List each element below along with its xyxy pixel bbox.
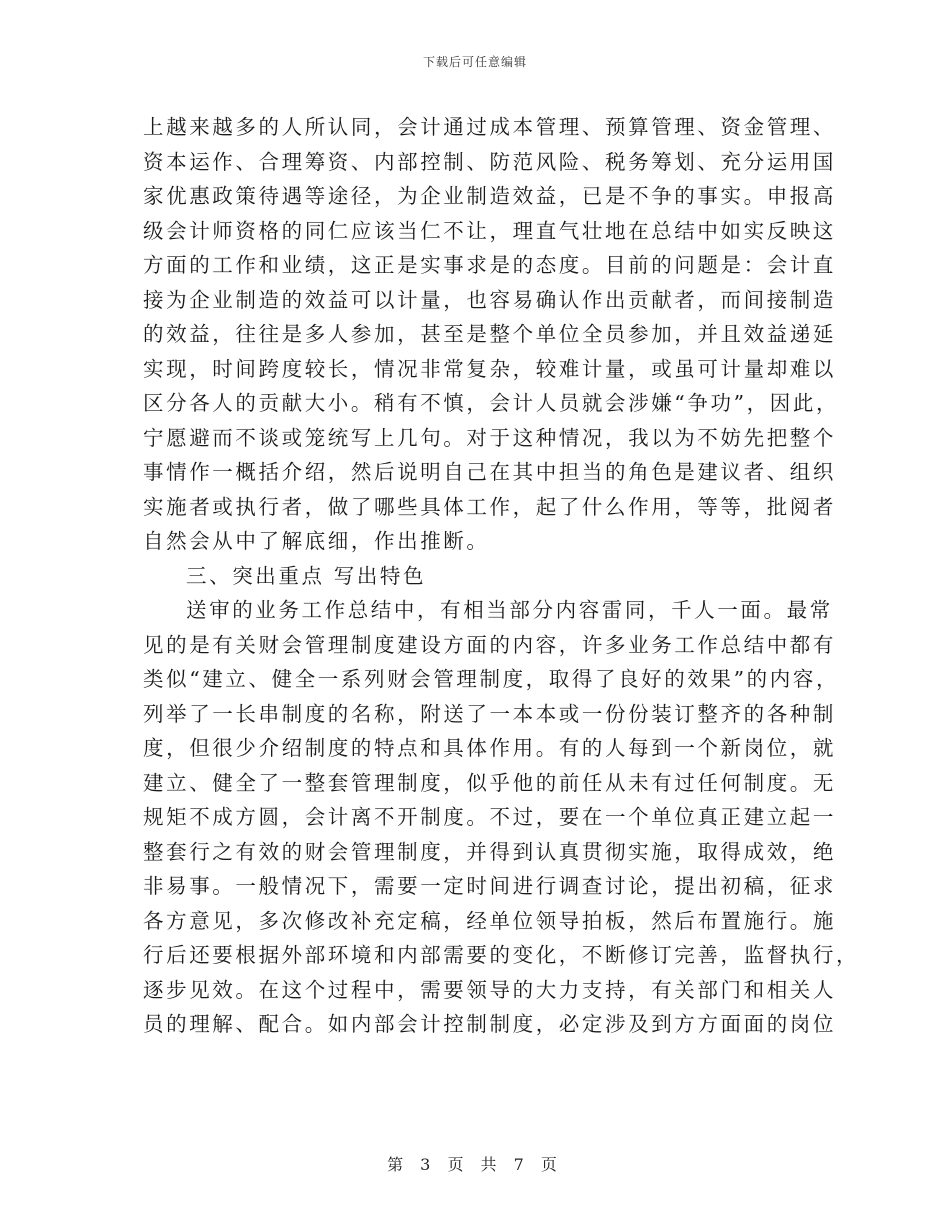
text-line: 的效益，往往是多人参加，甚至是整个单位全员参加，并且效益递延 (143, 322, 836, 346)
body-text (143, 110, 860, 1042)
text-line: 上越来越多的人所认同，会计通过成本管理、预算管理、资金管理、 (143, 115, 836, 139)
section-heading: 三、突出重点 写出特色 (186, 563, 427, 588)
text-line: 方面的工作和业绩，这正是实事求是的态度。目前的问题是：会计直 (143, 253, 836, 277)
text-line: 类似“建立、健全一系列财会管理制度，取得了良好的效果”的内容， (143, 667, 840, 691)
text-line: 级会计师资格的同仁应该当仁不让，理直气壮地在总结中如实反映这 (143, 218, 836, 243)
text-line: 整套行之有效的财会管理制度，并得到认真贯彻实施，取得成效，绝 (143, 839, 836, 864)
text-line: 各方意见，多次修改补充定稿，经单位领导拍板，然后布置施行。施 (143, 908, 836, 933)
page-header: 下载后可任意编辑 (422, 55, 527, 69)
text-line: 实施者或执行者，做了哪些具体工作，起了什么作用，等等，批阅者 (143, 494, 836, 519)
text-line: 事情作一概括介绍，然后说明自己在其中担当的角色是建议者、组织 (143, 460, 836, 484)
text-line: 建立、健全了一整套管理制度，似乎他的前任从未有过任何制度。无 (143, 770, 836, 795)
text-line: 资本运作、合理筹资、内部控制、防范风险、税务筹划、充分运用国 (143, 149, 836, 174)
page-footer: 第 3 页 共 7 页 (387, 1155, 563, 1174)
text-line: 实现，时间跨度较长，情况非常复杂，较难计量，或虽可计量却难以 (143, 356, 836, 381)
text-line: 非易事。一般情况下，需要一定时间进行调查讨论，提出初稿，征求 (143, 874, 836, 898)
text-line: 规矩不成方圆，会计离不开制度。不过，要在一个单位真正建立起一 (143, 805, 836, 829)
text-line: 接为企业制造的效益可以计量，也容易确认作出贡献者，而间接制造 (143, 287, 836, 312)
text-line: 度，但很少介绍制度的特点和具体作用。有的人每到一个新岗位，就 (143, 736, 836, 760)
text-line: 员的理解、配合。如内部会计控制制度，必定涉及到方方面面的岗位 (143, 1012, 836, 1036)
text-line: 见的是有关财会管理制度建设方面的内容，许多业务工作总结中都有 (143, 632, 836, 657)
text-line: 逐步见效。在这个过程中，需要领导的大力支持，有关部门和相关人 (143, 977, 836, 1002)
text-line: 宁愿避而不谈或笼统写上几句。对于这种情况，我以为不妨先把整个 (143, 425, 836, 450)
text-line: 列举了一长串制度的名称，附送了一本本或一份份装订整齐的各种制 (143, 701, 836, 726)
text-line: 家优惠政策待遇等途径，为企业制造效益，已是不争的事实。申报高 (143, 184, 836, 208)
text-line: 送审的业务工作总结中，有相当部分内容雷同，千人一面。最常 (186, 598, 833, 622)
text-line: 区分各人的贡献大小。稍有不慎，会计人员就会涉嫌“争功”，因此， (143, 391, 840, 415)
text-line: 自然会从中了解底细，作出推断。 (143, 529, 490, 553)
text-line: 行后还要根据外部环境和内部需要的变化，不断修订完善，监督执行， (143, 943, 860, 967)
